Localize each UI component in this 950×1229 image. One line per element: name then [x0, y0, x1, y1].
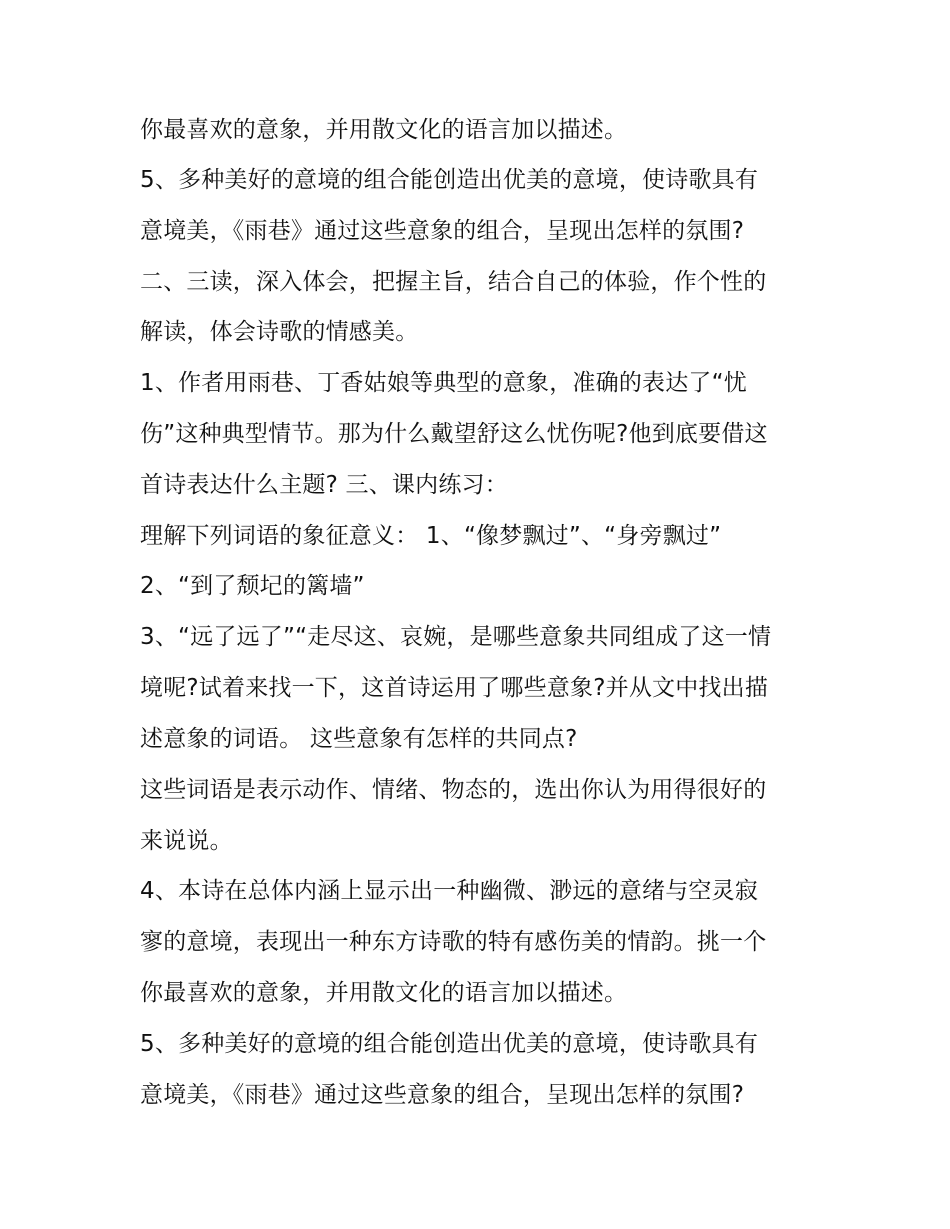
text-line: 意境美，《雨巷》通过这些意象的组合，呈现出怎样的氛围? [140, 1082, 745, 1108]
text-line: 4、本诗在总体内涵上显示出一种幽微、渺远的意绪与空灵寂 [140, 878, 759, 904]
text-line: 述意象的词语。 这些意象有怎样的共同点? [140, 726, 578, 752]
text-line: 5、多种美好的意境的组合能创造出优美的意境，使诗歌具有 [140, 167, 759, 193]
text-line: 2、“到了颓圮的篱墙” [140, 573, 365, 599]
text-line: 5、多种美好的意境的组合能创造出优美的意境，使诗歌具有 [140, 1031, 759, 1057]
text-line: 伤”这种典型情节。那为什么戴望舒这么忧伤呢?他到底要借这 [140, 421, 768, 447]
text-line: 理解下列词语的象征意义： 1、“像梦飘过”、“身旁飘过” [140, 523, 722, 549]
text-line: 首诗表达什么主题? 三、课内练习： [140, 472, 508, 498]
text-line: 你最喜欢的意象，并用散文化的语言加以描述。 [140, 117, 628, 143]
text-line: 3、“远了远了”“走尽这、哀婉，是哪些意象共同组成了这一情 [140, 624, 772, 650]
text-line: 这些词语是表示动作、情绪、物态的，选出你认为用得很好的 [140, 777, 767, 803]
text-line: 二、三读，深入体会，把握主旨，结合自己的体验，作个性的 [140, 269, 767, 295]
text-line: 1、作者用雨巷、丁香姑娘等典型的意象，准确的表达了“忧 [140, 370, 747, 396]
text-line: 境呢?试着来找一下，这首诗运用了哪些意象?并从文中找出描 [140, 675, 769, 701]
text-line: 来说说。 [140, 828, 233, 854]
text-line: 寥的意境，表现出一种东方诗歌的特有感伤美的情韵。挑一个 [140, 929, 767, 955]
text-line: 你最喜欢的意象，并用散文化的语言加以描述。 [140, 980, 628, 1006]
text-line: 意境美，《雨巷》通过这些意象的组合，呈现出怎样的氛围? [140, 218, 745, 244]
text-line: 解读，体会诗歌的情感美。 [140, 319, 419, 345]
